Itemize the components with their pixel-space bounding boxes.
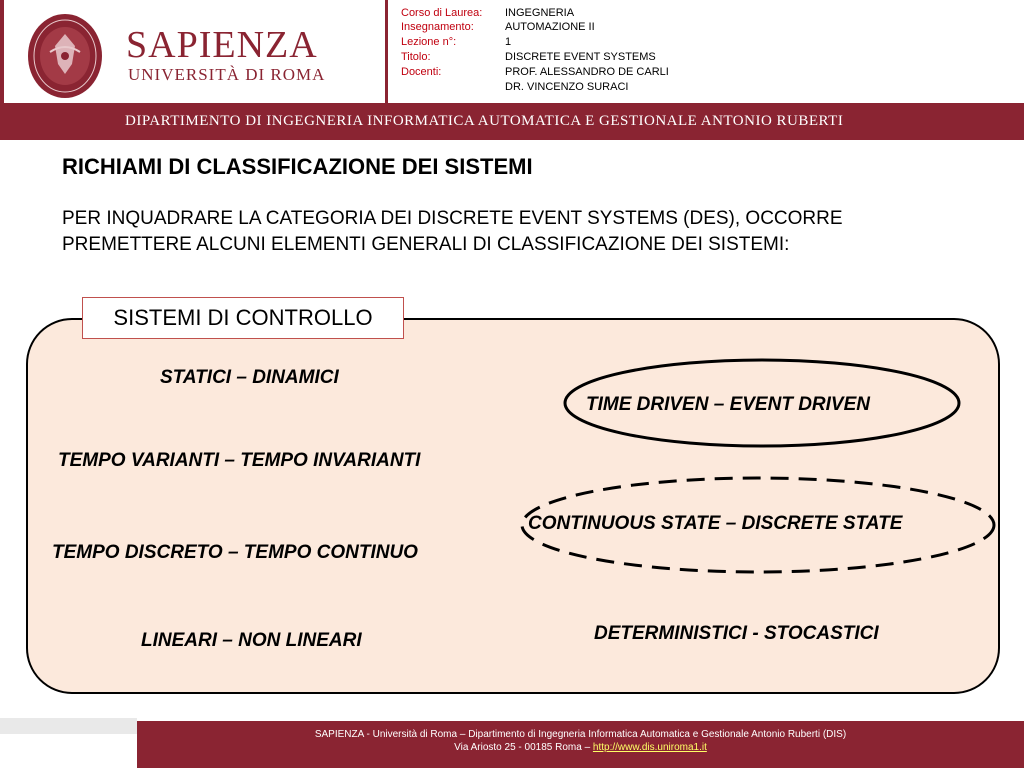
course-info bbox=[388, 0, 1024, 103]
department-band bbox=[0, 103, 1024, 140]
course-info-value: PROF. ALESSANDRO DE CARLI bbox=[505, 66, 669, 78]
course-info-label: Docenti: bbox=[401, 66, 442, 78]
footer-address-line: SAPIENZA - Università di Roma – Dipartimento di Ingegneria Informatica Automatica e Gestionale Antonio Ruberti (DIS) bbox=[314, 729, 847, 740]
course-info-value: DR. VINCENZO SURACI bbox=[505, 81, 629, 93]
footer-band bbox=[137, 721, 1024, 768]
class-statici-dinamici: STATICI – DINAMICI bbox=[160, 367, 339, 388]
logo-area bbox=[4, 0, 385, 103]
course-info-label: Corso di Laurea: bbox=[401, 7, 483, 19]
slide-title: RICHIAMI DI CLASSIFICAZIONE DEI SISTEMI bbox=[62, 154, 533, 179]
panel-label: SISTEMI DI CONTROLLO bbox=[82, 297, 404, 339]
course-info-row bbox=[401, 6, 574, 20]
course-info-row bbox=[401, 80, 628, 94]
course-info-value: INGEGNERIA bbox=[505, 7, 575, 19]
course-info-row bbox=[401, 35, 511, 49]
class-deterministici: DETERMINISTICI - STOCASTICI bbox=[594, 623, 879, 644]
footer-street: Via Ariosto 25 - 00185 Roma – bbox=[454, 742, 593, 753]
brand-name: SAPIENZA bbox=[126, 24, 318, 66]
footer-contact-line bbox=[137, 742, 1024, 753]
course-info-label: Insegnamento: bbox=[401, 21, 474, 33]
footer-left-bar bbox=[0, 718, 137, 734]
course-info-row bbox=[401, 65, 669, 79]
department-name: DIPARTIMENTO DI INGEGNERIA INFORMATICA AUTOMATICA E GESTIONALE ANTONIO RUBERTI bbox=[125, 113, 844, 129]
course-info-value: 1 bbox=[505, 36, 512, 48]
class-continuous-state: CONTINUOUS STATE – DISCRETE STATE bbox=[528, 513, 903, 534]
university-seal-icon bbox=[26, 12, 104, 100]
footer-website-link[interactable]: http://www.dis.uniroma1.it bbox=[592, 742, 707, 753]
class-lineari: LINEARI – NON LINEARI bbox=[141, 630, 362, 651]
course-info-row bbox=[401, 50, 656, 64]
course-info-value: AUTOMAZIONE II bbox=[505, 21, 595, 33]
course-info-row bbox=[401, 20, 595, 34]
class-time-driven: TIME DRIVEN – EVENT DRIVEN bbox=[586, 394, 870, 415]
course-info-label: Lezione n°: bbox=[401, 36, 457, 48]
course-info-value: DISCRETE EVENT SYSTEMS bbox=[505, 51, 656, 63]
class-tempo-varianti: TEMPO VARIANTI – TEMPO INVARIANTI bbox=[58, 450, 421, 471]
course-info-label: Titolo: bbox=[401, 51, 431, 63]
class-tempo-discreto: TEMPO DISCRETO – TEMPO CONTINUO bbox=[52, 542, 418, 563]
intro-text: PER INQUADRARE LA CATEGORIA DEI DISCRETE EVENT SYSTEMS (DES), OCCORRE PREMETTERE ALCUNI ELEMENTI GENERALI DI CLASSIFICAZIONE DEI SISTEMI: bbox=[62, 208, 843, 255]
brand-subtitle: UNIVERSITÀ DI ROMA bbox=[128, 65, 326, 84]
